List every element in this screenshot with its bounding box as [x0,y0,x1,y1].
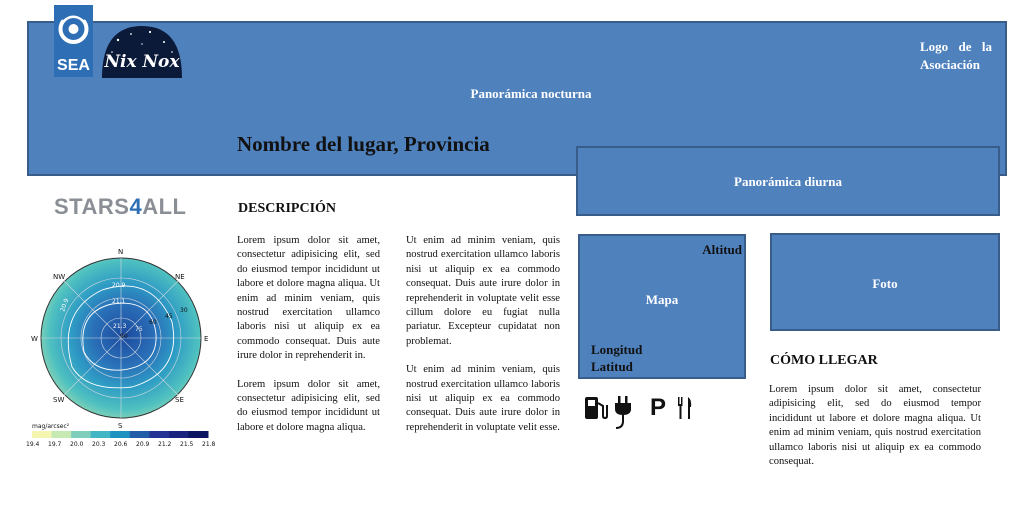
map-box [578,234,746,379]
colorbar-segment [110,431,130,438]
photo-box [770,233,1000,331]
colorbar-unit: mag/arcsec² [32,423,70,430]
how-to-get-text [769,383,981,469]
cardinal-nw: NW [53,273,66,281]
day-panorama-box [576,146,1000,216]
colorbar-segment [52,431,72,438]
colorbar-tick-label: 20.6 [114,441,128,448]
colorbar-segment [71,431,91,438]
cardinal-s: S [118,422,123,430]
description-column-2 [406,234,560,435]
description-paragraph: Lorem ipsum dolor sit amet, consectetur adipisicing elit, sed do eiusmod tempor incididunt ut labore et dolore magna aliqua. [237,378,380,433]
colorbar-segment [91,431,111,438]
cardinal-n: N [118,248,124,256]
altitude-label: 45 [165,313,173,320]
how-to-get-paragraph: Lorem ipsum dolor sit amet, consectetur adipisicing elit, sed do eiusmod tempor incididunt ut labore et dolore magna aliqua. Ut enim ad minim veniam, quis nostrud exercitation ullamco laboris nisi ut aliquip ex ea commodo consequat. [769,384,981,468]
description-paragraph: Ut enim ad minim veniam, quis nostrud exercitation ullamco laboris nisi ut aliquip ex ea commodo consequat. Duis aute irure dolor in reprehenderit in voluptate velit esse cillum dolore eu fugiat nulla pariatur. Excepteur cupidatat non problemat. [406,235,560,347]
stars4all-logo: STARS4ALL [54,194,187,219]
contour-label: 21.3 [113,323,127,330]
altitude-label: 60 [149,319,157,326]
electric-plug-icon [612,395,634,431]
cardinal-w: W [31,335,38,343]
colorbar-tick-label: 20.3 [92,441,106,448]
spiral-icon [54,5,93,55]
latitude-label: Latitud [591,359,633,374]
colorbar-tick-label: 21.2 [158,441,172,448]
contour-label: 20.9 [112,282,126,289]
colorbar-segment [149,431,169,438]
night-panorama-label: Panorámica nocturna [470,86,592,101]
day-panorama-label: Panorámica diurna [734,174,842,189]
parking-icon [650,395,666,421]
place-title: Nombre del lugar, Provincia [237,132,490,156]
colorbar-tick-label: 20.9 [136,441,150,448]
altitude-label: Altitud [702,242,742,257]
cardinal-e: E [204,335,209,343]
fuel-pump-icon [584,395,608,421]
contour-label: 21.1 [112,298,126,305]
contour-label: 20.9 [59,297,71,313]
nixnox-logo [98,22,186,78]
colorbar-tick-label: 19.4 [26,441,40,448]
description-paragraph: Ut enim ad minim veniam, quis nostrud exercitation ullamco laboris nisi ut aliquip ex ea commodo consequat. Duis aute irure dolor in reprehenderit in voluptate velit esse. [406,364,560,433]
cardinal-sw: SW [53,396,65,404]
sea-logo [54,5,93,77]
description-column-1 [237,234,380,435]
colorbar-tick-label: 21.8 [202,441,216,448]
colorbar-tick-label: 21.5 [180,441,194,448]
how-to-get-heading: CÓMO LLEGAR [770,353,878,368]
nixnox-logo-text: Nix Nox [104,52,180,72]
colorbar-tick-label: 20.0 [70,441,84,448]
description-heading: DESCRIPCIÓN [238,201,337,216]
map-label: Mapa [645,292,679,307]
restaurant-icon [677,397,693,419]
colorbar-segment [188,431,208,438]
altitude-label: 75 [135,326,143,333]
description-paragraph: Lorem ipsum dolor sit amet, consectetur adipisicing elit, sed do eiusmod tempor incididunt ut labore et dolore magna aliqua. Ut enim ad minim veniam, quis nostrud exercitation ullamco laboris nisi ut aliquip ex ea commodo consequat. Duis aute irure dolor in reprehenderit in. [237,235,380,362]
parking-letter: P [650,394,667,421]
association-logo-placeholder: Logo de la Asociación [920,39,992,72]
altitude-label: 90 [120,333,128,340]
sky-brightness-map [22,242,222,452]
cardinal-ne: NE [175,273,185,281]
longitude-label: Longitud [591,342,643,357]
altitude-label: 30 [180,307,188,314]
colorbar [32,431,209,438]
colorbar-tick-label: 19.7 [48,441,62,448]
colorbar-segment [169,431,189,438]
colorbar-segment [32,431,52,438]
photo-label: Foto [872,276,898,291]
colorbar-segment [130,431,150,438]
sea-logo-text: SEA [57,57,90,74]
cardinal-se: SE [175,396,184,404]
